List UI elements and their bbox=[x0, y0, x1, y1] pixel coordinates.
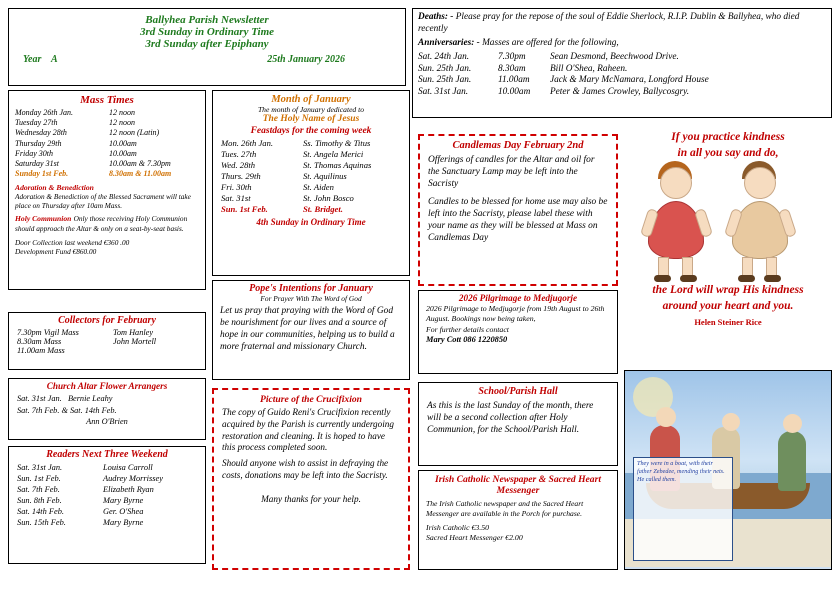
mass-time: 10.00am bbox=[109, 148, 137, 158]
collector-name: John Mortell bbox=[113, 337, 157, 346]
year-label: Year bbox=[23, 54, 42, 65]
collector-row bbox=[9, 328, 205, 337]
flower-name: Ann O'Brien bbox=[86, 417, 128, 426]
girl-right-figure bbox=[732, 193, 788, 279]
mass-time-row bbox=[9, 108, 205, 118]
readers-panel bbox=[8, 446, 206, 564]
anniversary-name: Peter & James Crowley, Ballycosgry. bbox=[550, 87, 690, 98]
newsletter-date: 25th January 2026 bbox=[267, 54, 345, 65]
irish-catholic-panel bbox=[418, 470, 618, 570]
collector-mass: 11.00am Mass bbox=[17, 346, 65, 355]
adoration-title: Adoration & Benediction bbox=[15, 182, 94, 192]
anniversary-day: Sat. 31st Jan. bbox=[418, 87, 469, 98]
mass-time-row bbox=[9, 128, 205, 138]
reader-name: Audrey Morrissey bbox=[103, 474, 163, 483]
feast-row bbox=[213, 182, 409, 193]
jesus-calling-disciples-image bbox=[624, 370, 832, 570]
anniversary-time: 11.00am bbox=[498, 75, 530, 86]
kindness-line-4: around your heart and you. bbox=[662, 299, 794, 312]
anniversary-name: Jack & Mary McNamara, Longford House bbox=[550, 75, 709, 86]
mass-day: Monday 26th Jan. bbox=[15, 108, 73, 117]
mass-time: 12 noon (Latin) bbox=[109, 128, 160, 138]
mass-day: Sunday 1st Feb. bbox=[15, 169, 69, 179]
flower-name: Bernie Leahy bbox=[67, 394, 113, 403]
feast-name: St. Aiden bbox=[303, 182, 334, 192]
feast-row bbox=[213, 138, 409, 149]
school-parish-hall-panel bbox=[418, 382, 618, 466]
two-girls-illustration bbox=[624, 161, 832, 279]
readers-title: Readers Next Three Weekend bbox=[46, 449, 168, 460]
reader-row bbox=[9, 518, 205, 527]
mass-day: Wednesday 28th bbox=[15, 128, 67, 138]
pilgrimage-text: 2026 Pilgrimage to Medjugorje from 19th August to 26th August. Bookings now being taken, bbox=[426, 304, 605, 323]
mass-time-row bbox=[9, 149, 205, 159]
candlemas-text-1: Offerings of candles for the Altar and oil for the Sanctuary Lamp may be left into the Sacristy bbox=[428, 155, 595, 190]
popes-text: Let us pray that praying with the Word of God be nourishment for our lives and a source of hope in our communities, helping us to build a more fraternal and missionary Church. bbox=[220, 306, 395, 353]
reader-name: Elizabeth Ryan bbox=[103, 485, 154, 494]
mass-time-row-highlight bbox=[9, 169, 205, 179]
reader-row bbox=[9, 485, 205, 496]
collector-mass: 7.30pm Vigil Mass bbox=[17, 328, 79, 337]
anniversary-time: 8.30am bbox=[498, 63, 526, 74]
crucifixion-thanks: Many thanks for your help. bbox=[261, 493, 361, 504]
disciple-2-figure bbox=[778, 431, 806, 491]
mass-time-row bbox=[9, 118, 205, 128]
mass-time: 8.30am & 11.00am bbox=[109, 169, 172, 179]
anniversaries-text: Masses are offered for the following, bbox=[482, 37, 619, 48]
candlemas-title: Candlemas Day February 2nd bbox=[452, 140, 584, 151]
anniversary-day: Sun. 25th Jan. bbox=[418, 63, 472, 74]
feast-name: St. John Bosco bbox=[303, 193, 354, 203]
mass-day: Thursday 29th bbox=[15, 138, 62, 148]
pilgrimage-contact: Mary Cott 086 1220850 bbox=[426, 334, 508, 344]
reader-name: Mary Byrne bbox=[103, 518, 144, 527]
reader-name: Ger. O'Shea bbox=[103, 507, 144, 516]
holy-communion-text: Only those receiving Holy Communion should approach the Altar & only on a seat-by-seat basis. bbox=[15, 214, 188, 234]
newsletter-subtitle-1: 3rd Sunday in Ordinary Time bbox=[139, 26, 275, 38]
mass-time-row bbox=[9, 139, 205, 149]
reader-row bbox=[9, 474, 205, 485]
anniversaries-label: Anniversaries: - bbox=[418, 37, 480, 48]
feast-name: St. Bridget. bbox=[303, 204, 343, 214]
flower-date: Sat. 31st Jan. bbox=[17, 394, 62, 403]
crucifixion-text-2: Should anyone wish to assist in defraying the costs, donations may be left into the Sacristy. bbox=[222, 458, 389, 480]
kindness-poem-panel bbox=[624, 126, 832, 364]
mass-time: 12 noon bbox=[109, 118, 135, 128]
anniversary-row bbox=[418, 52, 826, 64]
irish-title: Irish Catholic Newspaper & Sacred Heart Messenger bbox=[434, 474, 602, 496]
feast-day: Fri. 30th bbox=[221, 182, 252, 192]
mass-day: Friday 30th bbox=[15, 148, 53, 158]
popes-title: Pope's Intentions for January bbox=[249, 283, 373, 294]
disciple-2-head bbox=[783, 414, 802, 433]
mass-time: 10.00am & 7.30pm bbox=[109, 159, 171, 169]
month-sub-1: The month of January dedicated to bbox=[257, 105, 365, 114]
anniversary-name: Bill O'Shea, Raheen. bbox=[550, 63, 628, 74]
feast-row bbox=[213, 171, 409, 182]
crucifixion-text: The copy of Guido Reni's Crucifixion recently acquired by the Parish is currently undergoing restoration and cleaning. It is hoped to have this process completed soon. bbox=[222, 407, 394, 453]
feast-name: St. Thomas Aquinas bbox=[303, 160, 372, 170]
anniversary-day: Sat. 24th Jan. bbox=[418, 51, 470, 62]
feast-name: St. Angela Merici bbox=[303, 149, 364, 159]
reader-date: Sun. 1st Feb. bbox=[17, 474, 61, 483]
holy-communion-title: Holy Communion bbox=[15, 214, 72, 224]
jesus-head bbox=[656, 407, 676, 427]
feast-row bbox=[213, 160, 409, 171]
collector-row bbox=[9, 337, 205, 346]
reader-date: Sat. 31st Jan. bbox=[17, 463, 63, 472]
anniversary-name: Sean Desmond, Beechwood Drive. bbox=[550, 51, 679, 62]
reader-row bbox=[9, 507, 205, 518]
flower-date: Sat. 7th Feb. & Sat. 14th Feb. bbox=[17, 406, 117, 415]
feast-day: Wed. 28th bbox=[221, 160, 256, 170]
kindness-line-2: in all you say and do, bbox=[677, 146, 779, 159]
pilgrimage-title: 2026 Pilgrimage to Medjugorje bbox=[458, 293, 578, 303]
collector-mass: 8.30am Mass bbox=[17, 337, 62, 346]
collector-name bbox=[113, 346, 205, 355]
crucifixion-title: Picture of the Crucifixion bbox=[259, 394, 363, 405]
reader-name: Louisa Carroll bbox=[103, 463, 153, 472]
feast-day: Thurs. 29th bbox=[221, 171, 261, 181]
anniversary-row bbox=[418, 87, 826, 99]
irish-price-2: Sacred Heart Messenger €2.00 bbox=[426, 533, 523, 543]
crucifixion-panel bbox=[212, 388, 410, 570]
deaths-anniversaries-panel bbox=[412, 8, 832, 118]
mass-times-title: Mass Times bbox=[80, 94, 134, 106]
flower-arrangers-panel bbox=[8, 378, 206, 440]
school-text: As this is the last Sunday of the month, there will be a second collection after Holy Communion, for the School/Parish Hall. bbox=[427, 401, 594, 436]
collectors-title: Collectors for February bbox=[58, 315, 156, 326]
feast-day: Tues. 27th bbox=[221, 149, 257, 159]
mass-time: 10.00am bbox=[109, 138, 137, 148]
kindness-line-1: If you practice kindness bbox=[671, 131, 785, 143]
disciple-head bbox=[722, 413, 740, 431]
feast-day: Mon. 26th Jan. bbox=[221, 138, 274, 148]
mass-times-panel bbox=[8, 90, 206, 290]
month-title: Month of January bbox=[271, 94, 351, 105]
mass-time-row bbox=[9, 159, 205, 169]
candlemas-panel bbox=[418, 134, 618, 286]
anniversary-row bbox=[418, 75, 826, 87]
month-sub-2: The Holy Name of Jesus bbox=[262, 114, 360, 124]
reader-date: Sun. 8th Feb. bbox=[17, 496, 62, 505]
feast-day: Sun. 1st Feb. bbox=[221, 204, 268, 214]
popes-subtitle: For Prayer With The Word of God bbox=[260, 294, 362, 303]
feast-day: Sat. 31st bbox=[221, 193, 251, 203]
feast-row bbox=[213, 193, 409, 204]
girl-left-figure bbox=[648, 193, 704, 279]
feast-row bbox=[213, 149, 409, 160]
jesus-caption: They were in a boat, with their father Zebedee, mending their nets. He called them. bbox=[633, 457, 733, 561]
reader-name: Mary Byrne bbox=[103, 496, 144, 505]
anniversary-time: 10.00am bbox=[498, 87, 531, 98]
collector-row bbox=[9, 346, 205, 355]
month-footer: 4th Sunday in Ordinary Time bbox=[256, 217, 366, 227]
month-panel bbox=[212, 90, 410, 276]
collectors-panel bbox=[8, 312, 206, 370]
anniversary-time: 7.30pm bbox=[498, 51, 526, 62]
feastdays-title: Feastdays for the coming week bbox=[250, 126, 372, 136]
mass-day: Saturday 31st bbox=[15, 159, 59, 169]
reader-row bbox=[9, 496, 205, 507]
feast-name: Ss. Timothy & Titus bbox=[303, 138, 371, 148]
feast-name: St. Aquilinus bbox=[303, 171, 347, 181]
anniversary-row bbox=[418, 64, 826, 76]
deaths-text: Please pray for the repose of the soul of Eddie Sherlock, R.I.P. Dublin & Ballyhea, who died recently bbox=[418, 12, 800, 34]
newsletter-title: Ballyhea Parish Newsletter bbox=[145, 14, 269, 26]
flower-arrangers-title: Church Altar Flower Arrangers bbox=[46, 381, 168, 391]
adoration-text: Adoration & Benediction of the Blessed Sacrament will take place on Thursday after 10am Mass. bbox=[15, 191, 191, 210]
newsletter-subtitle-2: 3rd Sunday after Epiphany bbox=[145, 38, 269, 50]
newsletter-header bbox=[8, 8, 406, 86]
deaths-label: Deaths: - bbox=[418, 12, 454, 22]
reader-row bbox=[9, 463, 205, 474]
feast-row bbox=[213, 204, 409, 214]
collector-name: Tom Hanley bbox=[113, 328, 154, 337]
kindness-line-3: the Lord will wrap His kindness bbox=[652, 284, 804, 297]
reader-date: Sun. 15th Feb. bbox=[17, 518, 66, 527]
school-title: School/Parish Hall bbox=[478, 386, 558, 397]
irish-price-1: Irish Catholic €3.50 bbox=[426, 523, 490, 533]
door-collection: Door Collection last weekend €360 .00 bbox=[15, 238, 130, 248]
reader-date: Sat. 7th Feb. bbox=[17, 485, 60, 494]
pilgrimage-panel bbox=[418, 290, 618, 374]
year-value: A bbox=[50, 54, 58, 65]
popes-intentions-panel bbox=[212, 280, 410, 380]
mass-day: Tuesday 27th bbox=[15, 118, 58, 128]
anniversary-day: Sun. 25th Jan. bbox=[418, 75, 472, 86]
irish-text: The Irish Catholic newspaper and the Sacred Heart Messenger are available in the Porch for purchase. bbox=[426, 499, 584, 518]
development-fund: Development Fund €860.00 bbox=[15, 247, 97, 257]
reader-date: Sat. 14th Feb. bbox=[17, 507, 64, 516]
kindness-author: Helen Steiner Rice bbox=[694, 317, 762, 328]
candlemas-text-2: Candles to be blessed for home use may also be left into the Sacristy, please label these with your name as they will be blessed at Mass on Candlemas Day bbox=[428, 197, 608, 244]
pilgrimage-contact-label: For further details contact bbox=[426, 324, 509, 334]
mass-time: 12 noon bbox=[109, 108, 135, 117]
